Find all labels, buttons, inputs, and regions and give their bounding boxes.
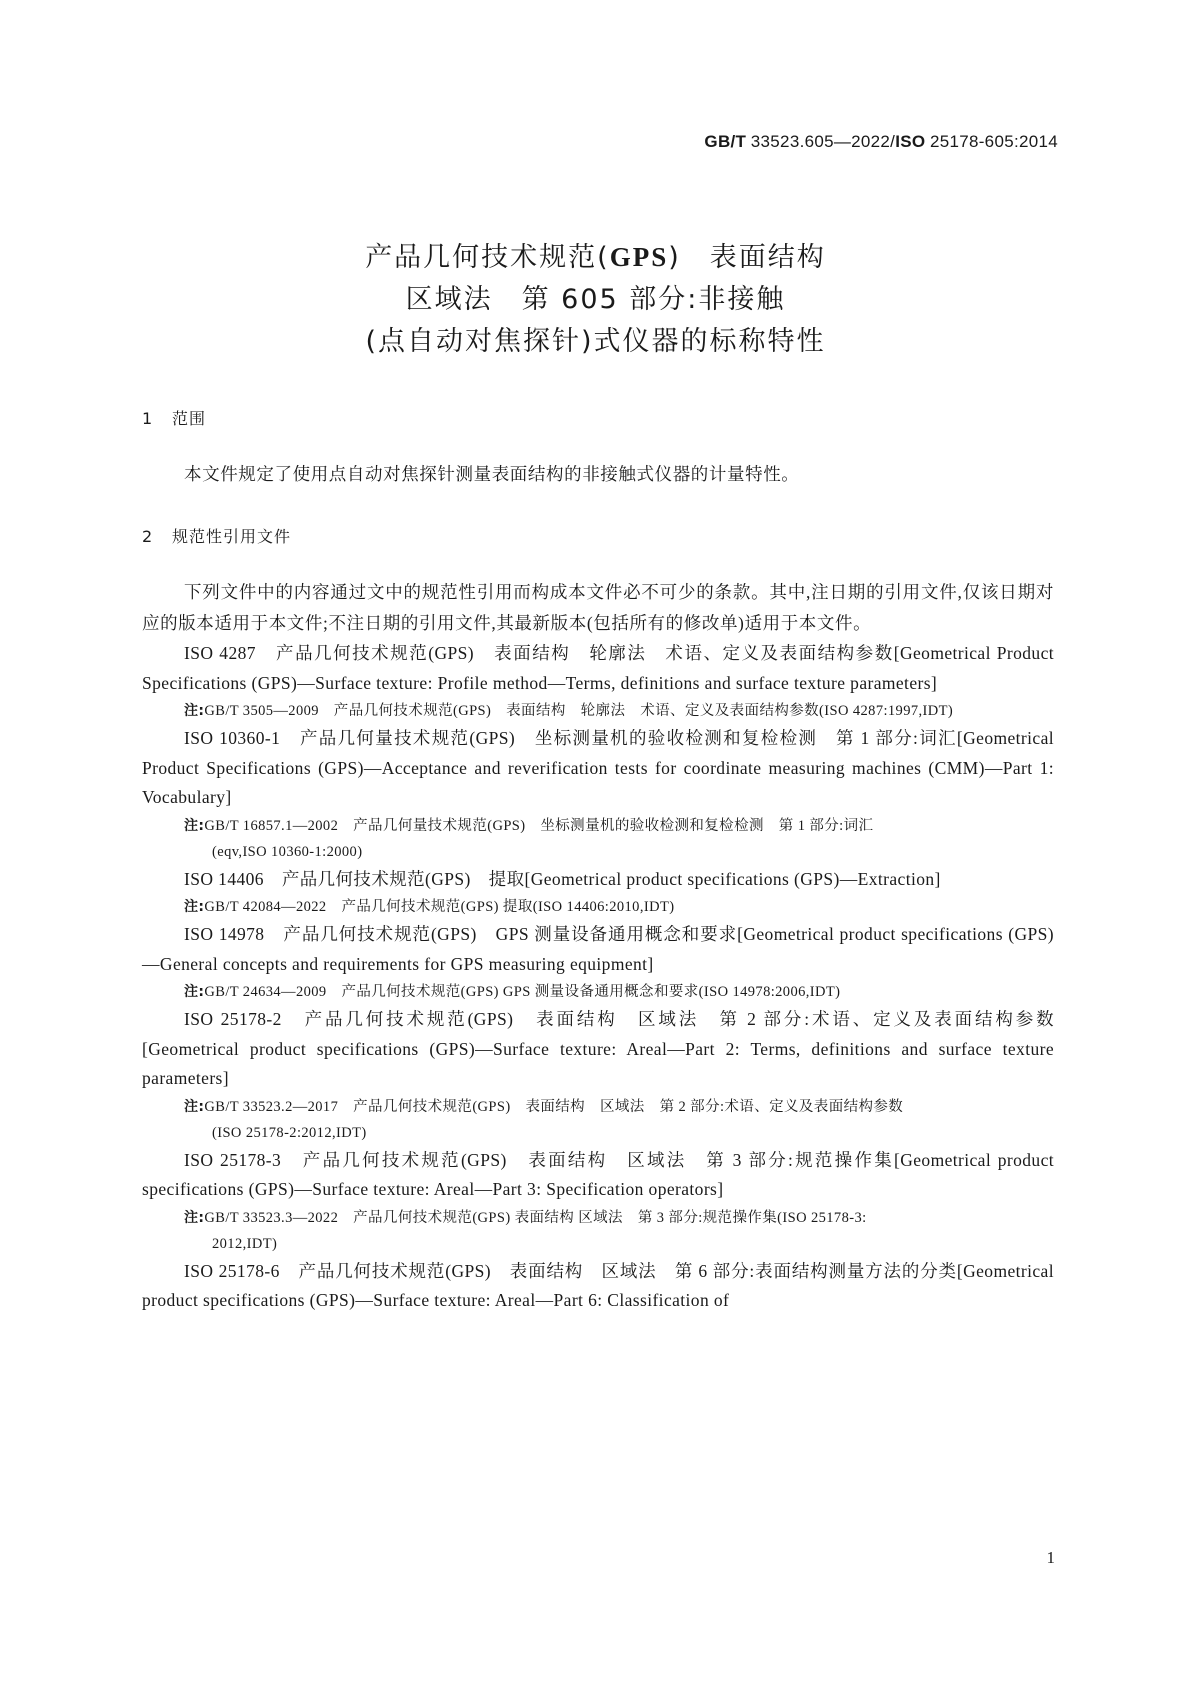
page-number: 1 [1046,1548,1055,1567]
section-title: 范围 [172,409,207,428]
reference-iso-14978: ISO 14978 产品几何技术规范(GPS) GPS 测量设备通用概念和要求[Geometrical product specifications (GPS)—General concepts and requirements for GPS measuring equipment] [142,924,1054,974]
note-label: 注: [184,817,205,834]
note-label: 注: [184,984,205,1000]
note-label: 注: [184,899,205,915]
section-number: 2 [142,527,154,546]
std-number: 33523.605—2022/ [750,132,896,151]
reference-note [142,1205,1054,1257]
reference-note [142,894,1054,920]
note-text: GB/T 24634—2009 产品几何技术规范(GPS) GPS 测量设备通用概念和要求(ISO 14978:2006,IDT) [204,984,841,1000]
std-prefix: GB/T [704,132,747,151]
note-label: 注: [184,703,205,719]
section-1-heading [142,406,206,429]
reference-iso-25178-3: ISO 25178-3 产品几何技术规范(GPS) 表面结构 区域法 第 3 部分:规范操作集[Geometrical product specifications (GPS)—Surface texture: Areal—Part 3: Specification operators] [142,1149,1054,1199]
section-title: 规范性引用文件 [172,527,292,546]
document-title [0,236,1191,363]
note-label: 注: [184,1209,205,1226]
section-2-heading [142,524,291,547]
note-label: 注: [184,1098,205,1115]
note-text: GB/T 33523.3—2022 产品几何技术规范(GPS) 表面结构 区域法 第 3 部分:规范操作集(ISO 25178-3: [204,1209,867,1226]
iso-prefix: ISO [895,132,926,151]
reference-iso-14406: ISO 14406 产品几何技术规范(GPS) 提取[Geometrical product specifications (GPS)—Extraction] [184,868,941,889]
section-1-body [142,459,1054,490]
reference-note [142,979,1054,1005]
scope-paragraph: 本文件规定了使用点自动对焦探针测量表面结构的非接触式仪器的计量特性。 [184,464,800,484]
reference-iso-10360-1: ISO 10360-1 产品几何量技术规范(GPS) 坐标测量机的验收检测和复检检测 第 1 部分:词汇[Geometrical Product Specifications (GPS)—Acceptance and reverification tests for coordinate measuring machines (CMM)—Part 1: Vocabulary] [142,728,1054,807]
note-text: GB/T 42084—2022 产品几何技术规范(GPS) 提取(ISO 14406:2010,IDT) [204,899,675,915]
title-line-3: (点自动对焦探针)式仪器的标称特性 [365,326,826,357]
note-continuation: 2012,IDT) [212,1235,278,1252]
note-text: GB/T 16857.1—2002 产品几何量技术规范(GPS) 坐标测量机的验收检测和复检检测 第 1 部分:词汇 [204,817,874,834]
reference-note [142,813,1054,865]
title-line-2: 区域法 第 605 部分:非接触 [405,284,786,315]
standard-number-header [704,132,1058,152]
note-text: GB/T 33523.2—2017 产品几何技术规范(GPS) 表面结构 区域法 第 2 部分:术语、定义及表面结构参数 [204,1098,904,1115]
title-line-1b: ) 表面结构 [668,242,826,273]
title-gps: GPS [609,242,669,272]
references-intro: 下列文件中的内容通过文中的规范性引用而构成本文件必不可少的条款。其中,注日期的引用文件,仅该日期对应的版本适用于本文件;不注日期的引用文件,其最新版本(包括所有的修改单)适用于本文件。 [142,582,1054,633]
note-text: GB/T 3505—2009 产品几何技术规范(GPS) 表面结构 轮廓法 术语、定义及表面结构参数(ISO 4287:1997,IDT) [204,703,954,719]
title-line-1 [0,236,1191,279]
title-line-1a: 产品几何技术规范( [365,242,610,273]
section-2-body [142,577,1054,1316]
reference-iso-25178-6: ISO 25178-6 产品几何技术规范(GPS) 表面结构 区域法 第 6 部分:表面结构测量方法的分类[Geometrical product specifications (GPS)—Surface texture: Areal—Part 6: Classification of [142,1260,1054,1310]
reference-note [142,1094,1054,1146]
iso-number: 25178-605:2014 [929,132,1058,151]
reference-iso-4287: ISO 4287 产品几何技术规范(GPS) 表面结构 轮廓法 术语、定义及表面结构参数[Geometrical Product Specifications (GPS)—Surface texture: Profile method—Terms, definitions and surface texture parameters] [142,643,1054,693]
note-continuation: (eqv,ISO 10360-1:2000) [212,843,363,860]
section-number: 1 [142,409,154,428]
reference-iso-25178-2: ISO 25178-2 产品几何技术规范(GPS) 表面结构 区域法 第 2 部分:术语、定义及表面结构参数[Geometrical product specifications (GPS)—Surface texture: Areal—Part 2: Terms, definitions and surface texture parameters] [142,1009,1054,1088]
reference-note [142,698,1054,724]
note-continuation: (ISO 25178-2:2012,IDT) [212,1124,367,1141]
